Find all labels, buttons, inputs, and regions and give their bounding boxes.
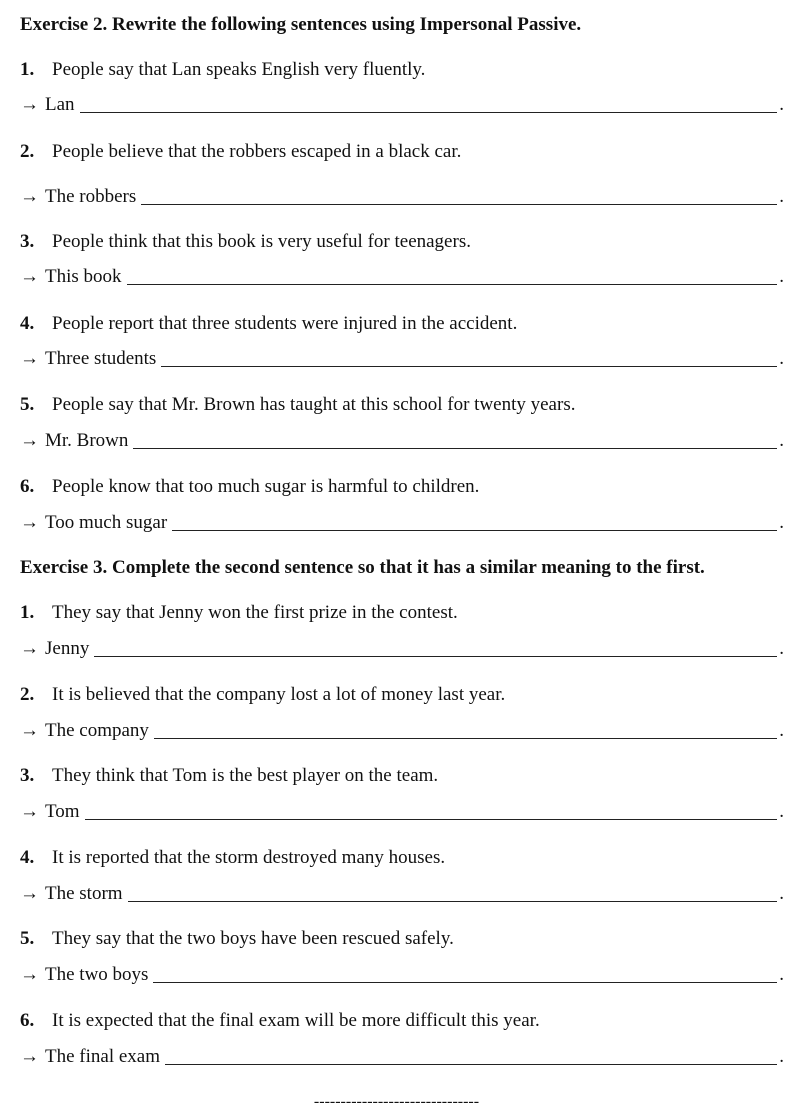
ex3-answer-3[interactable]: → Tom . [20, 801, 784, 822]
answer-blank-line[interactable] [133, 434, 777, 449]
ex3-question-4: 4. It is reported that the storm destroyed many houses. [20, 847, 446, 868]
ex2-question-3: 3. People think that this book is very useful for teenagers. [20, 231, 471, 252]
ex2-answer-3[interactable]: → This book . [20, 266, 784, 287]
ex3-answer-1[interactable]: → Jenny . [20, 638, 784, 659]
answer-blank-line[interactable] [94, 642, 777, 657]
answer-blank-line[interactable] [172, 516, 777, 531]
exercise2-title: Exercise 2. Rewrite the following sentences using Impersonal Passive. [20, 14, 582, 35]
footer-divider: ------------------------------- [313, 1093, 480, 1110]
ex2-question-1: 1. People say that Lan speaks English very fluently. [20, 59, 426, 80]
answer-blank-line[interactable] [161, 352, 777, 367]
ex2-question-5: 5. People say that Mr. Brown has taught at this school for twenty years. [20, 394, 576, 415]
ex3-answer-4[interactable]: → The storm . [20, 883, 784, 904]
ex3-question-1: 1. They say that Jenny won the first prize in the contest. [20, 602, 458, 623]
answer-blank-line[interactable] [153, 968, 777, 983]
answer-blank-line[interactable] [128, 887, 778, 902]
answer-blank-line[interactable] [165, 1050, 777, 1065]
ex2-answer-6[interactable]: → Too much sugar . [20, 512, 784, 533]
ex2-answer-4[interactable]: → Three students . [20, 348, 784, 369]
answer-blank-line[interactable] [154, 724, 777, 739]
ex3-question-5: 5. They say that the two boys have been rescued safely. [20, 928, 454, 949]
ex2-answer-2[interactable]: → The robbers . [20, 186, 784, 207]
ex2-question-6: 6. People know that too much sugar is harmful to children. [20, 476, 480, 497]
answer-blank-line[interactable] [80, 98, 778, 113]
answer-blank-line[interactable] [141, 190, 777, 205]
ex3-question-2: 2. It is believed that the company lost a lot of money last year. [20, 684, 506, 705]
ex2-question-2: 2. People believe that the robbers escaped in a black car. [20, 141, 462, 162]
ex2-answer-1[interactable]: → Lan . [20, 94, 784, 115]
answer-blank-line[interactable] [127, 270, 778, 285]
exercise3-title: Exercise 3. Complete the second sentence so that it has a similar meaning to the first. [20, 557, 705, 578]
ex3-answer-6[interactable]: → The final exam . [20, 1046, 784, 1067]
ex3-question-3: 3. They think that Tom is the best player on the team. [20, 765, 439, 786]
ex2-question-4: 4. People report that three students were injured in the accident. [20, 313, 518, 334]
ex2-answer-5[interactable]: → Mr. Brown . [20, 430, 784, 451]
ex3-question-6: 6. It is expected that the final exam will be more difficult this year. [20, 1010, 540, 1031]
answer-blank-line[interactable] [85, 805, 778, 820]
ex3-answer-2[interactable]: → The company . [20, 720, 784, 741]
ex3-answer-5[interactable]: → The two boys . [20, 964, 784, 985]
